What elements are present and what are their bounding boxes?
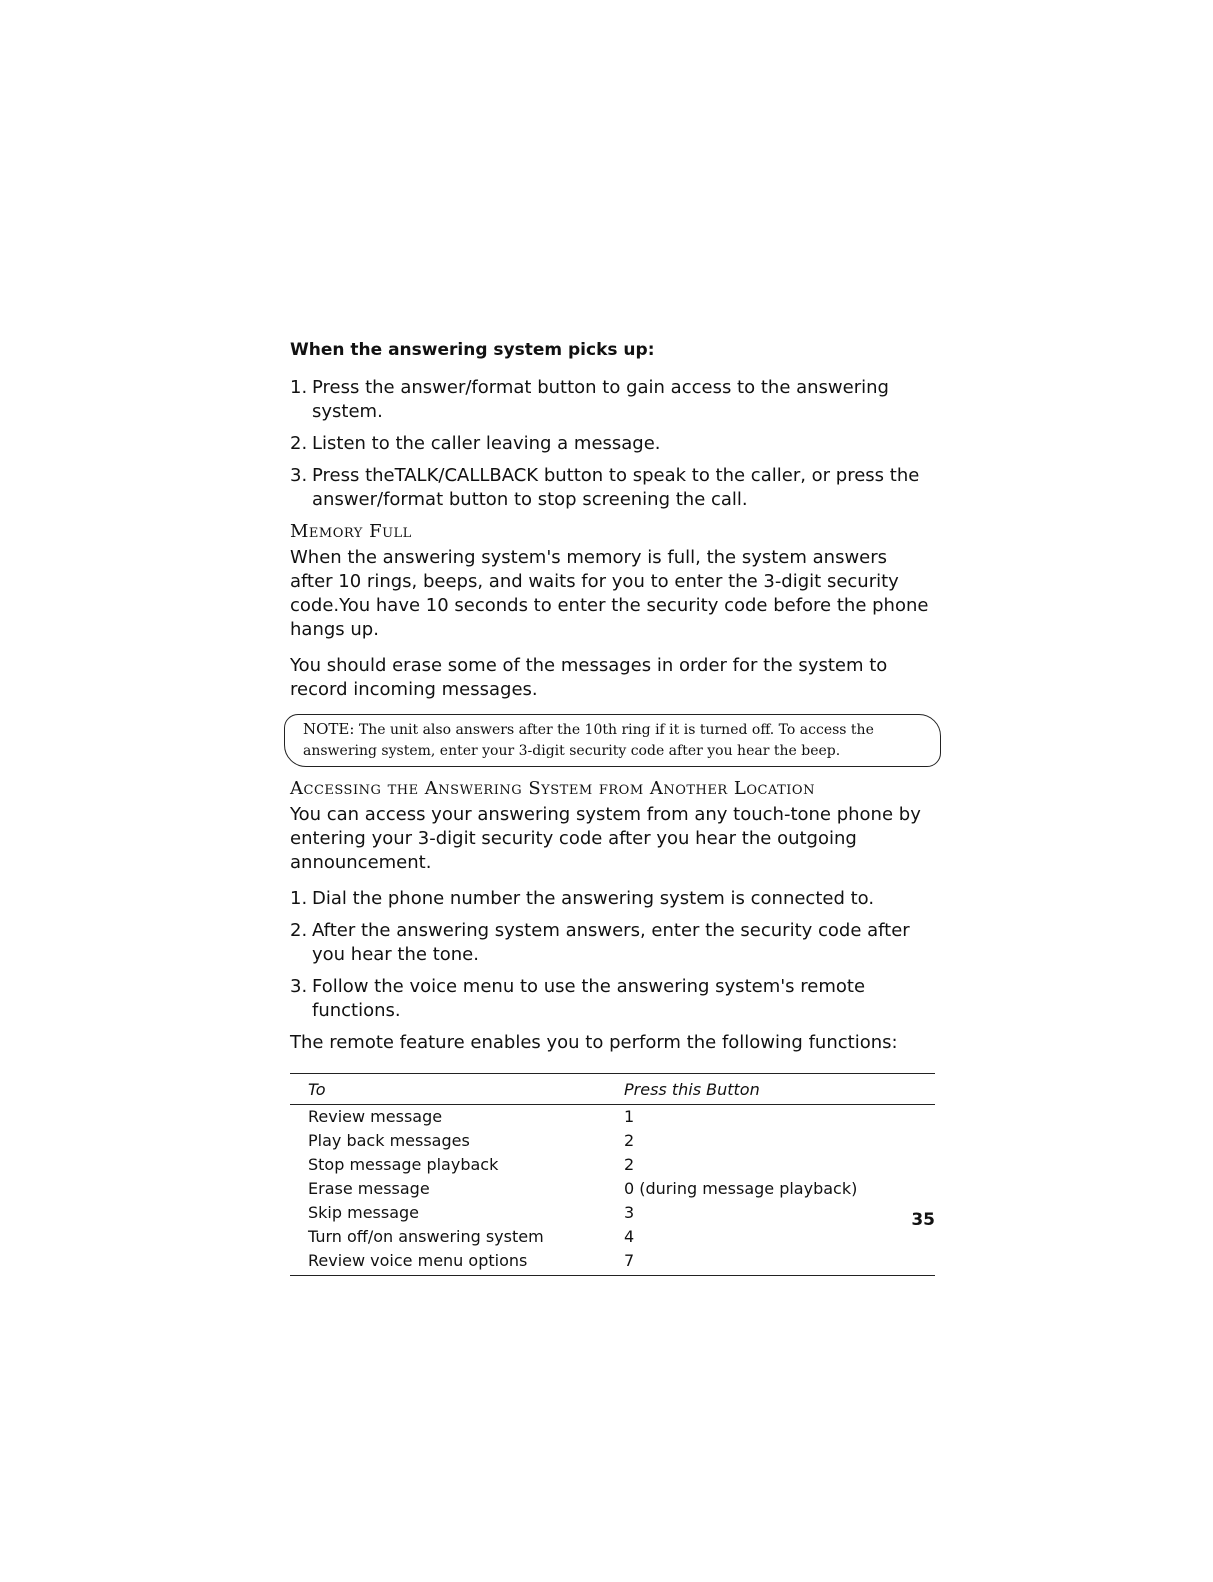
function-name: Play back messages [308,1131,470,1150]
table-row [290,1225,935,1249]
table-row [290,1129,935,1153]
remote-functions-table [290,1073,935,1276]
function-button: 2 [624,1155,635,1174]
note-text: The unit also answers after the 10th ring if it is turned off. To access the answering system, enter your 3-digit security code after you hear the beep. [303,722,874,759]
table-row [290,1249,935,1276]
screening-step [290,464,935,512]
column-header-press-button: Press this Button [624,1074,935,1105]
function-button: 0 (during message playback) [624,1179,858,1198]
table-intro: The remote feature enables you to perform the following functions: [290,1032,898,1053]
step-number: 3. [290,976,308,997]
remote-access-heading: Accessing the Answering System from Another Location [290,778,815,799]
function-button: 2 [624,1131,635,1150]
step-text: After the answering system answers, enter the security code after you hear the tone. [312,920,910,965]
page-content [290,338,935,1276]
remote-access-steps [290,887,935,1023]
table-header-row [290,1074,935,1105]
column-header-to: To [290,1074,624,1105]
screening-steps [290,376,935,512]
function-name: Skip message [308,1203,420,1222]
function-name: Stop message playback [308,1155,499,1174]
step-number: 1. [290,888,308,909]
note-box [284,714,941,767]
function-button: 3 [624,1203,635,1222]
remote-step [290,887,935,911]
table-row [290,1177,935,1201]
screening-step [290,376,935,424]
step-number: 2. [290,920,308,941]
step-number: 1. [290,377,308,398]
function-name: Review voice menu options [290,1249,624,1276]
screening-heading: When the answering system picks up: [290,340,655,360]
table-row [290,1105,935,1130]
step-text: Dial the phone number the answering system is connected to. [312,888,875,909]
function-button: 1 [624,1107,635,1126]
function-button: 4 [624,1227,635,1246]
table-row [290,1153,935,1177]
page-number: 35 [911,1210,935,1230]
erase-advice-paragraph: You should erase some of the messages in order for the system to record incoming messages. [290,655,888,700]
remote-step [290,919,935,967]
step-text: Press the answer/format button to gain access to the answering system. [312,377,889,422]
function-button: 7 [624,1249,935,1276]
step-text: Follow the voice menu to use the answering system's remote functions. [312,976,866,1021]
table-row [290,1201,935,1225]
step-text: Listen to the caller leaving a message. [312,433,661,454]
remote-step [290,975,935,1023]
note-label: NOTE: [303,720,355,738]
memory-full-paragraph: When the answering system's memory is full, the system answers after 10 rings, beeps, and waits for you to enter the 3-digit security code.You have 10 seconds to enter the security code before the phone hangs up. [290,547,929,640]
memory-full-heading: Memory Full [290,521,412,542]
function-name: Review message [308,1107,443,1126]
screening-step [290,432,935,456]
step-number: 3. [290,465,308,486]
function-name: Erase message [308,1179,430,1198]
step-text: Press theTALK/CALLBACK button to speak to the caller, or press the answer/format button to stop screening the call. [312,465,920,510]
function-name: Turn off/on answering system [308,1227,544,1246]
remote-access-intro: You can access your answering system from any touch-tone phone by entering your 3-digit security code after you hear the outgoing announcement. [290,804,921,873]
step-number: 2. [290,433,308,454]
